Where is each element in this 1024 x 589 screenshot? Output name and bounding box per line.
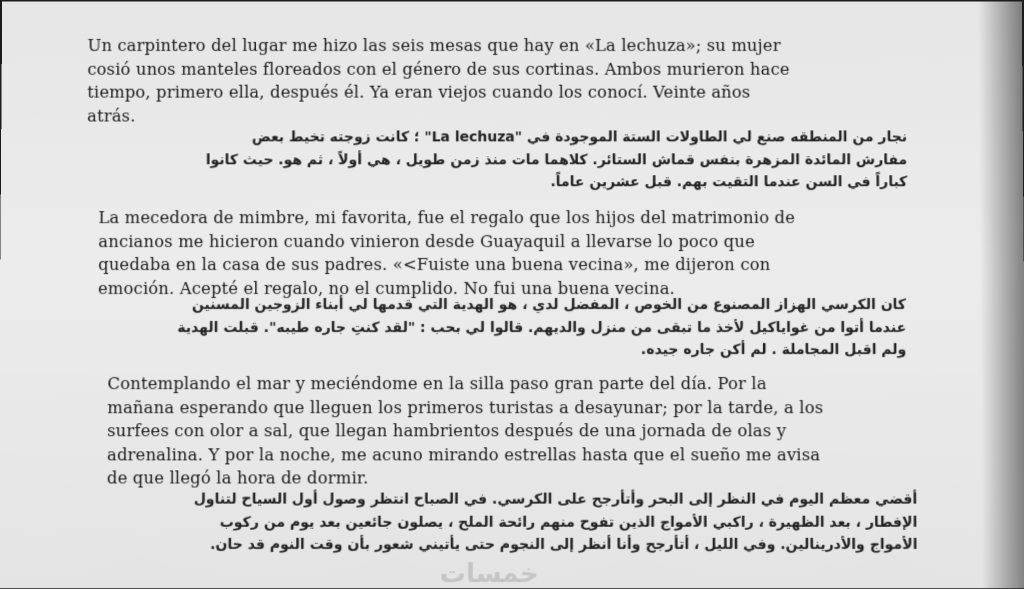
spanish-paragraph-2 [98, 206, 918, 300]
watermark: خمسات [439, 558, 539, 589]
document-page [0, 1, 1024, 588]
text-line: La mecedora de mimbre, mi favorita, fue el regalo que los hijos del matrimonio de [98, 208, 795, 228]
text-line: ولم اقبل المجاملة . لم أكن جاره جيده. [640, 342, 907, 359]
text-line: كان الكرسي الهزاز المصنوع من الخوص ، المفضل لدي ، هو الهدية التي قدمها لي أبناء الزوجين المسنين [191, 296, 907, 314]
text-line: كباراً في السن عندما التقيت بهم. قبل عشرين عاماً. [550, 174, 908, 191]
spanish-paragraph-1 [87, 34, 925, 127]
spanish-paragraph-3 [107, 372, 921, 490]
text-line: atrás. [87, 106, 136, 125]
arabic-paragraph-2 [98, 294, 907, 362]
text-line: عندما أتوا من غواياكيل لأخذ ما تبقى من منزل والديهم. قالوا لي بحب : "لقد كنتِ جاره طيبه". قبلت الهدية [177, 319, 907, 336]
text-line: quedaba en la casa de sus padres. «<Fuiste una buena vecina», me dijeron con [98, 255, 771, 275]
text-line: أقضي معظم اليوم في النظر إلى البحر وأتأرجح على الكرسي. في الصباح انتظر وصول أول السياح لتناول [193, 491, 918, 508]
text-line: Un carpintero del lugar me hizo las seis mesas que hay en «La lechuza»; su mujer [87, 36, 781, 55]
text-line: ancianos me hicieron cuando vinieron desde Guayaquil a llevarse lo poco que [98, 231, 755, 251]
text-line: emoción. Acepté el regalo, no el cumplido. No fui una buena vecina. [97, 278, 675, 298]
text-line: نجار من المنطقه صنع لي الطاولات الستة الموجودة في "La lechuza" ؛ كانت زوجته تخيط بعض [251, 129, 908, 146]
text-line: surfees con olor a sal, que llegan hambrientos después de una jornada de olas y [107, 421, 787, 441]
arabic-paragraph-3 [114, 489, 917, 557]
text-line: tiempo, primero ella, después él. Ya eran viejos cuando los conocí. Veinte años [87, 82, 751, 102]
text-line: adrenalina. Y por la noche, me acuno mirando estrellas hasta que el sueño me avisa [106, 444, 821, 464]
text-line: de que llegó la hora de dormir. [106, 468, 369, 488]
text-line: Contemplando el mar y meciéndome en la silla paso gran parte del día. Por la [107, 374, 767, 394]
arabic-paragraph-1 [91, 126, 908, 193]
text-line: مفارش المائدة المزهرة بنفس قماش الستائر. كلاهما مات منذ زمن طويل ، هي أولاً ، ثم هو. حيث كانوا [205, 151, 908, 168]
text-line: cosió unos manteles floreados con el género de sus cortinas. Ambos murieron hace [87, 59, 790, 79]
text-line: الأمواج والأدرينالين. وفي الليل ، أتأرجح وأنا أنظر إلى النجوم حتى يأتيني شعور بأن وقت النوم قد حان. [210, 536, 918, 553]
text-line: mañana esperando que lleguen los primeros turistas a desayunar; por la tarde, a los [107, 397, 824, 417]
text-line: الإفطار ، بعد الظهيرة ، راكبي الأمواج الذين تفوح منهم رائحة الملح ، يصلون جائعين بعد يوم من ركوب [219, 514, 918, 531]
